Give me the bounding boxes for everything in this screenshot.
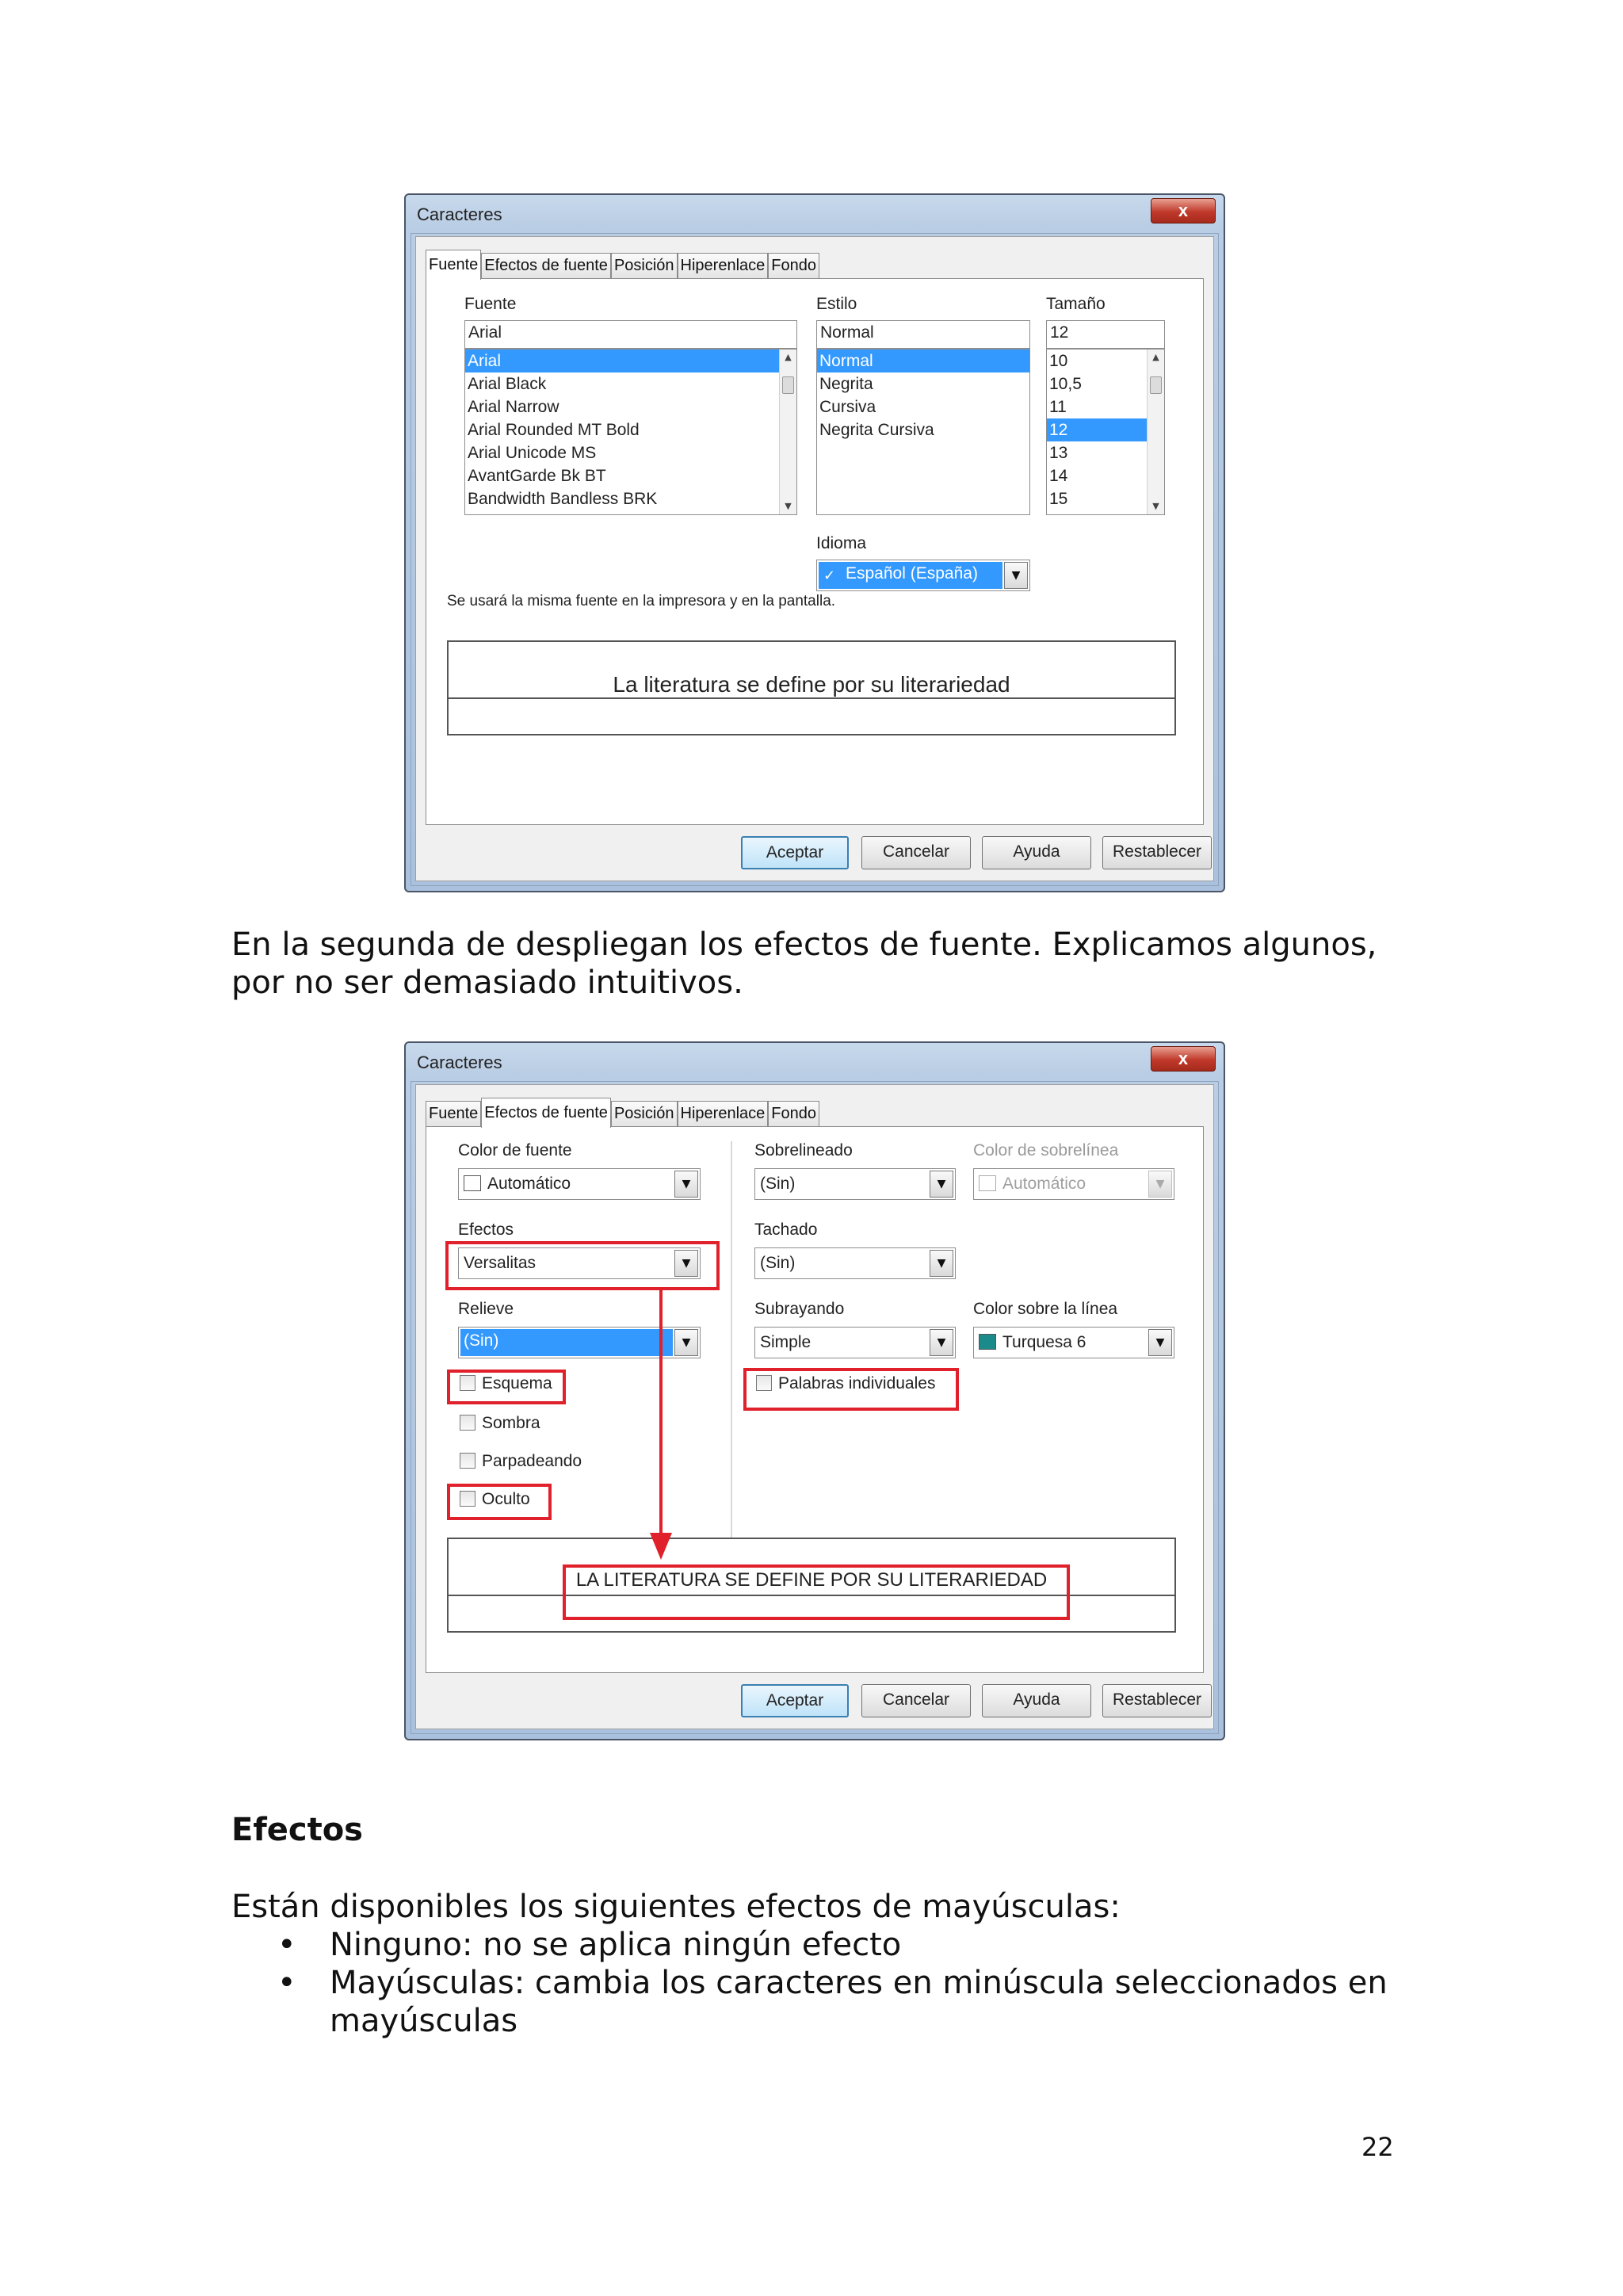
strike-select[interactable] xyxy=(754,1247,956,1279)
tab-fuente[interactable]: Fuente xyxy=(426,250,481,280)
highlight-arrow-line xyxy=(659,1290,663,1536)
list-item[interactable]: AvantGarde Bk BT xyxy=(468,467,606,485)
checkbox-label: Palabras individuales xyxy=(778,1374,936,1392)
cancel-button[interactable]: Cancelar xyxy=(861,1684,971,1717)
section-heading: Efectos xyxy=(231,1812,363,1848)
overline-label: Sobrelineado xyxy=(754,1141,853,1159)
dialog-title: Caracteres xyxy=(417,204,502,224)
scroll-up-icon[interactable]: ▲ xyxy=(1152,352,1159,362)
overline-value: (Sin) xyxy=(760,1175,796,1193)
list-item[interactable]: 15 xyxy=(1049,490,1068,508)
list-item: • Mayúsculas: cambia los caracteres en minúscula seleccionados en mayúsculas xyxy=(277,1964,1403,2040)
list-item[interactable]: Arial Narrow xyxy=(468,398,559,416)
list-item[interactable]: 10 xyxy=(1049,352,1068,370)
size-label: Tamaño xyxy=(1046,295,1106,313)
column-divider xyxy=(731,1141,732,1538)
list-item[interactable]: Arial xyxy=(465,350,779,372)
spellcheck-icon: ✓ xyxy=(823,567,836,584)
font-color-select[interactable] xyxy=(458,1168,701,1200)
highlight-words-box xyxy=(743,1368,959,1411)
tab-fuente[interactable]: Fuente xyxy=(426,1101,481,1126)
info-text: Se usará la misma fuente en la impresora y en la pantalla. xyxy=(447,593,836,609)
tab-fondo[interactable]: Fondo xyxy=(768,253,819,278)
underline-label: Subrayando xyxy=(754,1300,845,1318)
list-item[interactable]: Negrita xyxy=(819,375,873,393)
help-button[interactable]: Ayuda xyxy=(982,836,1091,869)
shadow-checkbox[interactable] xyxy=(460,1414,540,1433)
list-item[interactable]: 11 xyxy=(1049,398,1067,416)
style-label: Estilo xyxy=(816,295,857,313)
checkbox-label: Oculto xyxy=(482,1490,530,1508)
chevron-down-icon[interactable]: ▼ xyxy=(930,1250,953,1277)
dialog-body xyxy=(415,236,1214,881)
list-item[interactable]: Negrita Cursiva xyxy=(819,421,934,439)
arrow-down-icon xyxy=(650,1533,672,1560)
list-item[interactable]: 12 xyxy=(1047,418,1147,441)
scroll-thumb[interactable] xyxy=(1150,376,1162,394)
language-label: Idioma xyxy=(816,534,867,552)
size-input[interactable]: 12 xyxy=(1046,320,1165,349)
language-value: Español (España) xyxy=(819,562,1002,589)
highlight-hidden-box xyxy=(447,1484,552,1520)
preview-text: La literatura se define por su literariedad xyxy=(613,672,1010,697)
strike-label: Tachado xyxy=(754,1221,818,1239)
chevron-down-icon[interactable]: ▼ xyxy=(1148,1171,1172,1198)
page-number: 22 xyxy=(1361,2132,1394,2162)
font-color-text: Automático xyxy=(487,1175,571,1193)
highlight-outline-box xyxy=(447,1370,566,1404)
overline-color-select[interactable] xyxy=(973,1168,1174,1200)
font-color-value xyxy=(464,1175,571,1194)
relief-select[interactable] xyxy=(458,1327,701,1358)
tab-fondo[interactable]: Fondo xyxy=(768,1101,819,1126)
effects-value: Versalitas xyxy=(464,1254,537,1272)
checkbox-label: Esquema xyxy=(482,1374,552,1392)
color-swatch xyxy=(464,1175,481,1191)
list-item[interactable]: 10,5 xyxy=(1049,375,1082,393)
underline-color-select[interactable] xyxy=(973,1327,1174,1358)
list-item: • Ninguno: no se aplica ningún efecto xyxy=(277,1926,1403,1964)
preview-baseline xyxy=(449,697,1174,699)
tab-efectos[interactable]: Efectos de fuente xyxy=(481,1098,611,1128)
language-select[interactable] xyxy=(816,560,1030,591)
overline-color-value xyxy=(979,1175,1086,1194)
underline-select[interactable] xyxy=(754,1327,956,1358)
style-list[interactable] xyxy=(816,349,1030,515)
tab-strip xyxy=(426,250,819,278)
style-input[interactable]: Normal xyxy=(816,320,1030,349)
underline-color-text: Turquesa 6 xyxy=(1002,1333,1086,1351)
cancel-button[interactable]: Cancelar xyxy=(861,836,971,869)
list-item[interactable]: Bandwidth Bandless BRK xyxy=(468,490,658,508)
font-label: Fuente xyxy=(464,295,517,313)
preview-box xyxy=(447,640,1176,735)
overline-select[interactable] xyxy=(754,1168,956,1200)
tab-efectos[interactable]: Efectos de fuente xyxy=(481,253,611,278)
font-color-label: Color de fuente xyxy=(458,1141,572,1159)
chevron-down-icon[interactable]: ▼ xyxy=(930,1171,953,1198)
list-item[interactable]: Cursiva xyxy=(819,398,876,416)
overline-color-text: Automático xyxy=(1002,1175,1086,1193)
list-item[interactable]: 14 xyxy=(1049,467,1068,485)
checkbox-box[interactable] xyxy=(460,1453,475,1469)
checkbox-label: Sombra xyxy=(482,1414,540,1432)
list-item[interactable]: 13 xyxy=(1049,444,1068,462)
underline-value: Simple xyxy=(760,1333,812,1351)
accept-button[interactable]: Aceptar xyxy=(741,1684,849,1717)
relief-label: Relieve xyxy=(458,1300,514,1318)
font-name-input[interactable]: Arial xyxy=(464,320,797,349)
tab-posicion[interactable]: Posición xyxy=(611,1101,678,1126)
chevron-down-icon[interactable]: ▼ xyxy=(674,1329,698,1356)
list-item[interactable]: Normal xyxy=(817,350,1029,372)
chevron-down-icon[interactable]: ▼ xyxy=(674,1250,698,1277)
underline-color-label: Color sobre la línea xyxy=(973,1300,1118,1318)
list-item[interactable]: Arial Rounded MT Bold xyxy=(468,421,640,439)
highlight-effects-box xyxy=(445,1241,720,1290)
color-swatch xyxy=(979,1175,996,1191)
character-dialog-effects xyxy=(404,1041,1225,1740)
color-swatch xyxy=(979,1334,996,1350)
scroll-up-icon[interactable]: ▲ xyxy=(785,352,792,362)
close-button[interactable]: x xyxy=(1151,1046,1216,1072)
overline-color-label: Color de sobrelínea xyxy=(973,1141,1119,1159)
checkbox-label: Parpadeando xyxy=(482,1452,582,1470)
underline-color-value xyxy=(979,1333,1086,1352)
tab-strip xyxy=(426,1098,819,1126)
scrollbar[interactable] xyxy=(1147,350,1164,514)
blink-checkbox[interactable] xyxy=(460,1452,582,1471)
tab-hiperenlace[interactable]: Hiperenlace xyxy=(678,1101,769,1126)
highlight-preview-box xyxy=(563,1564,1070,1620)
list-item[interactable]: Arial Unicode MS xyxy=(468,444,597,462)
close-button[interactable]: x xyxy=(1151,198,1216,223)
bullet-list xyxy=(277,1926,1403,2040)
size-list[interactable] xyxy=(1046,349,1165,515)
dialog-body xyxy=(415,1084,1214,1729)
relief-value: (Sin) xyxy=(460,1329,673,1356)
scroll-down-icon[interactable]: ▼ xyxy=(785,501,792,511)
checkbox-box[interactable] xyxy=(460,1415,475,1431)
character-dialog-font xyxy=(404,193,1225,892)
list-item[interactable]: Arial Black xyxy=(468,375,547,393)
chevron-down-icon[interactable]: ▼ xyxy=(1004,562,1028,589)
dialog-title: Caracteres xyxy=(417,1052,502,1072)
scroll-down-icon[interactable]: ▼ xyxy=(1152,501,1159,511)
paragraph: En la segunda de despliegan los efectos de fuente. Explicamos algunos, por no ser demasiado intuitivos. xyxy=(231,926,1377,1001)
effects-label: Efectos xyxy=(458,1221,514,1239)
chevron-down-icon[interactable]: ▼ xyxy=(930,1329,953,1356)
font-list[interactable] xyxy=(464,349,797,515)
preview-text: LA LITERATURA SE DEFINE POR SU LITERARIEDAD xyxy=(575,1569,1048,1591)
scroll-thumb[interactable] xyxy=(782,376,794,394)
reset-button[interactable]: Restablecer xyxy=(1102,1684,1212,1717)
chevron-down-icon[interactable]: ▼ xyxy=(674,1171,698,1198)
intro-text: Están disponibles los siguientes efectos de mayúsculas: xyxy=(231,1889,1121,1925)
chevron-down-icon[interactable]: ▼ xyxy=(1148,1329,1172,1356)
tab-panel xyxy=(426,1126,1204,1673)
tab-panel xyxy=(426,278,1204,825)
reset-button[interactable]: Restablecer xyxy=(1102,836,1212,869)
strike-value: (Sin) xyxy=(760,1254,796,1272)
accept-button[interactable]: Aceptar xyxy=(741,836,849,869)
scrollbar[interactable] xyxy=(779,350,796,514)
help-button[interactable]: Ayuda xyxy=(982,1684,1091,1717)
tab-hiperenlace[interactable]: Hiperenlace xyxy=(678,253,769,278)
tab-posicion[interactable]: Posición xyxy=(611,253,678,278)
